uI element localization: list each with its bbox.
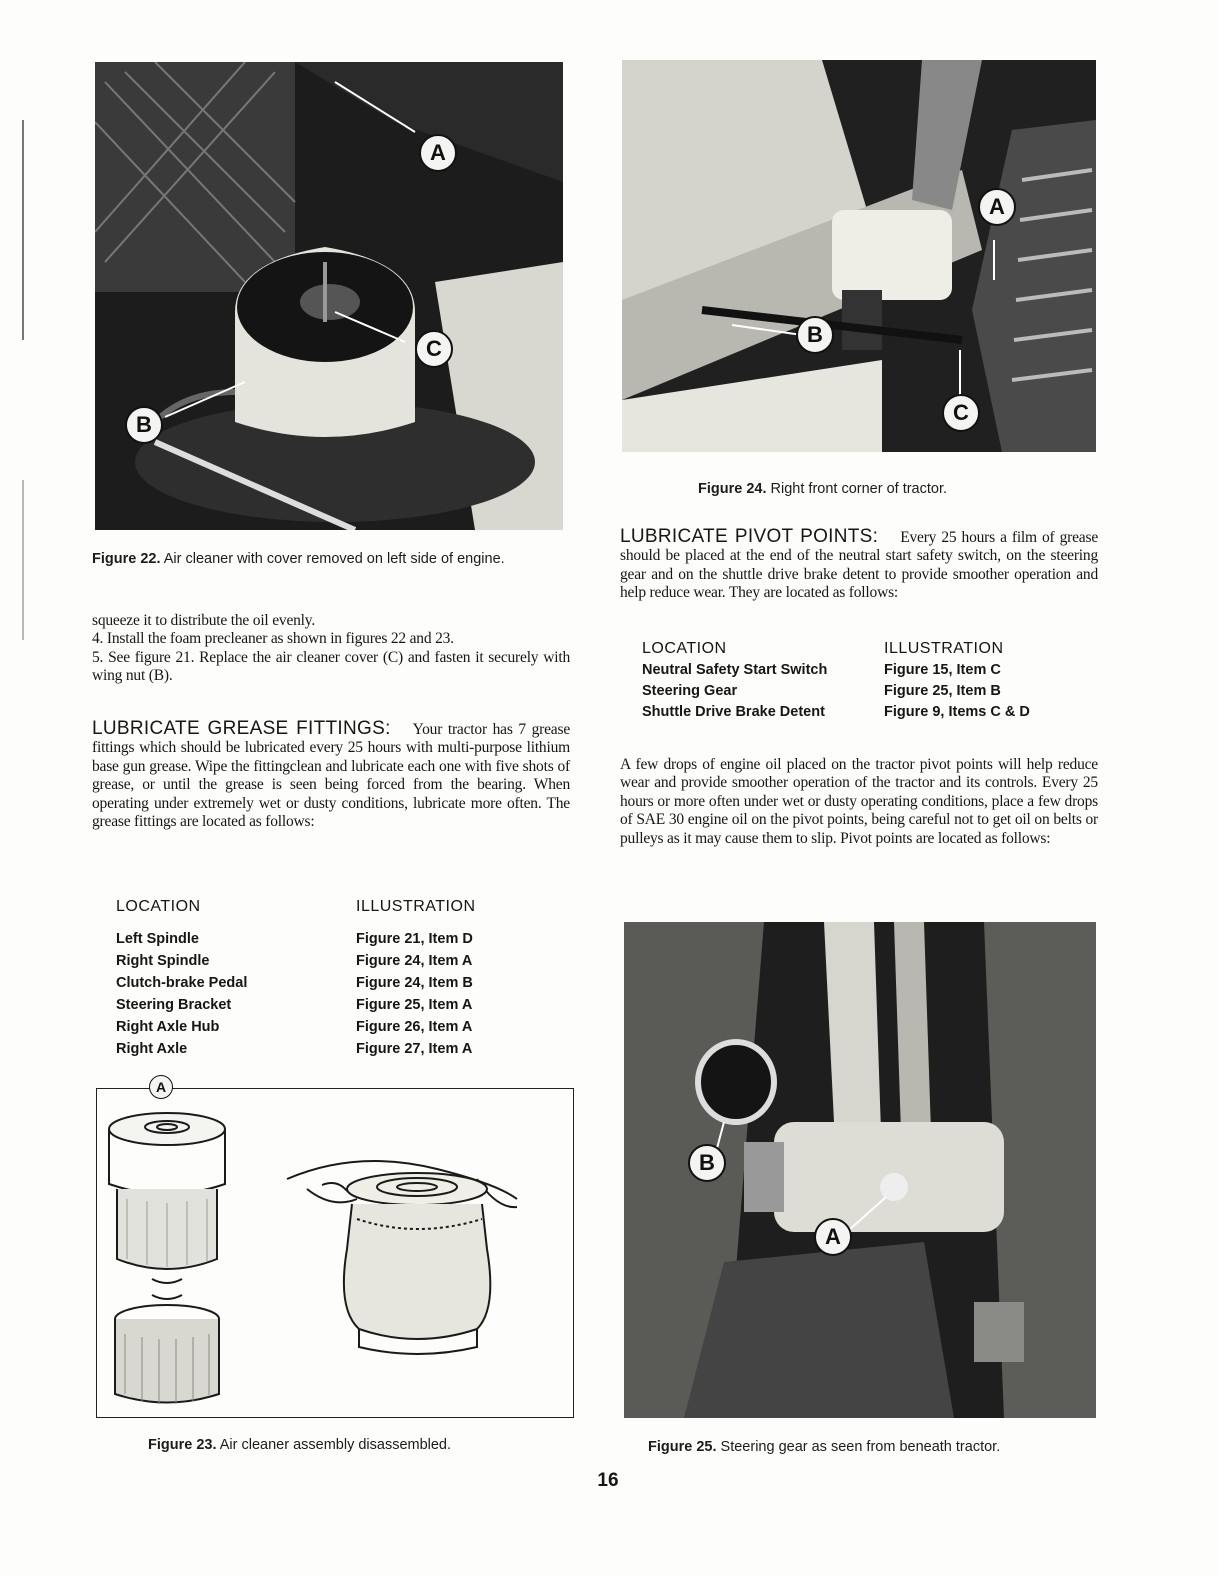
marker-b: B: [796, 316, 834, 354]
marker-a: A: [978, 188, 1016, 226]
marker-c: C: [942, 394, 980, 432]
table-row: [116, 994, 556, 1016]
figure-25-photo: [624, 922, 1096, 1418]
illustration-cell: Figure 25, Item B: [884, 683, 1001, 699]
location-cell: Clutch-brake Pedal: [116, 975, 248, 991]
column-header-illustration: ILLUSTRATION: [884, 640, 1004, 657]
figure-label: Figure 22.: [92, 551, 161, 567]
scan-edge-mark: [22, 120, 24, 340]
scan-edge-mark: [22, 480, 24, 640]
illustration-cell: Figure 21, Item D: [356, 931, 473, 947]
marker-a: A: [419, 134, 457, 172]
section-heading: LUBRICATE GREASE FITTINGS:: [92, 718, 391, 739]
figure-label: Figure 23.: [148, 1437, 217, 1453]
column-header-location: LOCATION: [116, 898, 201, 915]
caption-text: Air cleaner assembly disassembled.: [219, 1437, 452, 1453]
air-cleaner-drawing: [97, 1089, 573, 1417]
table-row: [116, 950, 556, 972]
pivot-oil-paragraph: [620, 756, 1098, 848]
figure-24-caption: [698, 480, 1058, 499]
step-text: squeeze it to distribute the oil evenly.: [92, 612, 316, 629]
table-row: [116, 972, 556, 994]
marker-b: B: [688, 1144, 726, 1182]
figure-24-photo: [622, 60, 1096, 452]
pivot-section: [620, 528, 1098, 603]
marker-b: B: [125, 406, 163, 444]
illustration-cell: Figure 25, Item A: [356, 997, 473, 1013]
figure-22-photo: [95, 62, 563, 530]
location-cell: Steering Gear: [642, 683, 738, 699]
page-number: 16: [597, 1470, 619, 1491]
column-header-illustration: ILLUSTRATION: [356, 898, 476, 915]
illustration-cell: Figure 27, Item A: [356, 1041, 473, 1057]
location-cell: Steering Bracket: [116, 997, 232, 1013]
caption-text: Right front corner of tractor.: [770, 481, 948, 497]
illustration-cell: Figure 24, Item A: [356, 953, 473, 969]
table-row: [642, 681, 1092, 702]
location-cell: Right Axle Hub: [116, 1019, 220, 1035]
marker-c: C: [415, 330, 453, 368]
table-row: [116, 1016, 556, 1038]
pivot-points-table: [642, 638, 1092, 723]
illustration-cell: Figure 9, Items C & D: [884, 704, 1030, 720]
figure-label: Figure 25.: [648, 1439, 717, 1455]
location-cell: Right Spindle: [116, 953, 210, 969]
grease-section: [92, 720, 570, 831]
figure-23-drawing: [96, 1079, 574, 1418]
section-body: Your tractor has 7 grease fittings which should be lubricated every 25 hours with multi-purpose lithium base gun grease. Wipe the fittingclean and lubricate each one with five shots of grease, or until the grease is seen being forced from the bearing. When operating under extremely wet or dusty conditions, lubricate more often. The grease fittings are located as follows:: [92, 721, 570, 831]
figure-22-caption: [92, 550, 562, 569]
figure-25-caption: [648, 1438, 1088, 1457]
location-cell: Right Axle: [116, 1041, 188, 1057]
paragraph-text: A few drops of engine oil placed on the tractor pivot points will help reduce wear and provide smoother operation of the tractor and its controls. Every 25 hours or more often under wet or dusty operating conditions, place a few drops of SAE 30 engine oil on the pivot points, being careful not to get oil on belts or pulleys as it may cause them to slip. Pivot points are located as follows:: [620, 756, 1098, 847]
location-cell: Left Spindle: [116, 931, 199, 947]
illustration-cell: Figure 15, Item C: [884, 662, 1001, 678]
step-5: 5. See figure 21. Replace the air cleaner cover (C) and fasten it securely with wing nut (B).: [92, 648, 570, 685]
air-cleaner-steps: [92, 612, 570, 686]
table-row: [642, 702, 1092, 723]
marker-a: A: [814, 1218, 852, 1256]
step-4: 4. Install the foam precleaner as shown in figures 22 and 23.: [92, 630, 454, 648]
location-cell: Neutral Safety Start Switch: [642, 662, 828, 678]
caption-text: Steering gear as seen from beneath tractor.: [720, 1439, 1001, 1455]
section-body: Every 25 hours a film of grease should be placed at the end of the neutral start safety switch, on the steering gear and on the shuttle drive brake detent to provide smoother operation and help reduce wear. They are located as follows:: [620, 529, 1098, 602]
table-row: [116, 1038, 556, 1060]
table-row: [642, 660, 1092, 681]
caption-text: Air cleaner with cover removed on left side of engine.: [163, 551, 505, 567]
illustration-cell: Figure 26, Item A: [356, 1019, 473, 1035]
column-header-location: LOCATION: [642, 640, 727, 657]
location-cell: Shuttle Drive Brake Detent: [642, 704, 825, 720]
marker-a: A: [149, 1075, 173, 1099]
figure-23-caption: [148, 1436, 548, 1455]
grease-fittings-table: [116, 898, 556, 1060]
section-heading: LUBRICATE PIVOT POINTS:: [620, 526, 879, 547]
illustration-cell: Figure 24, Item B: [356, 975, 473, 991]
table-row: [116, 928, 556, 950]
figure-label: Figure 24.: [698, 481, 767, 497]
